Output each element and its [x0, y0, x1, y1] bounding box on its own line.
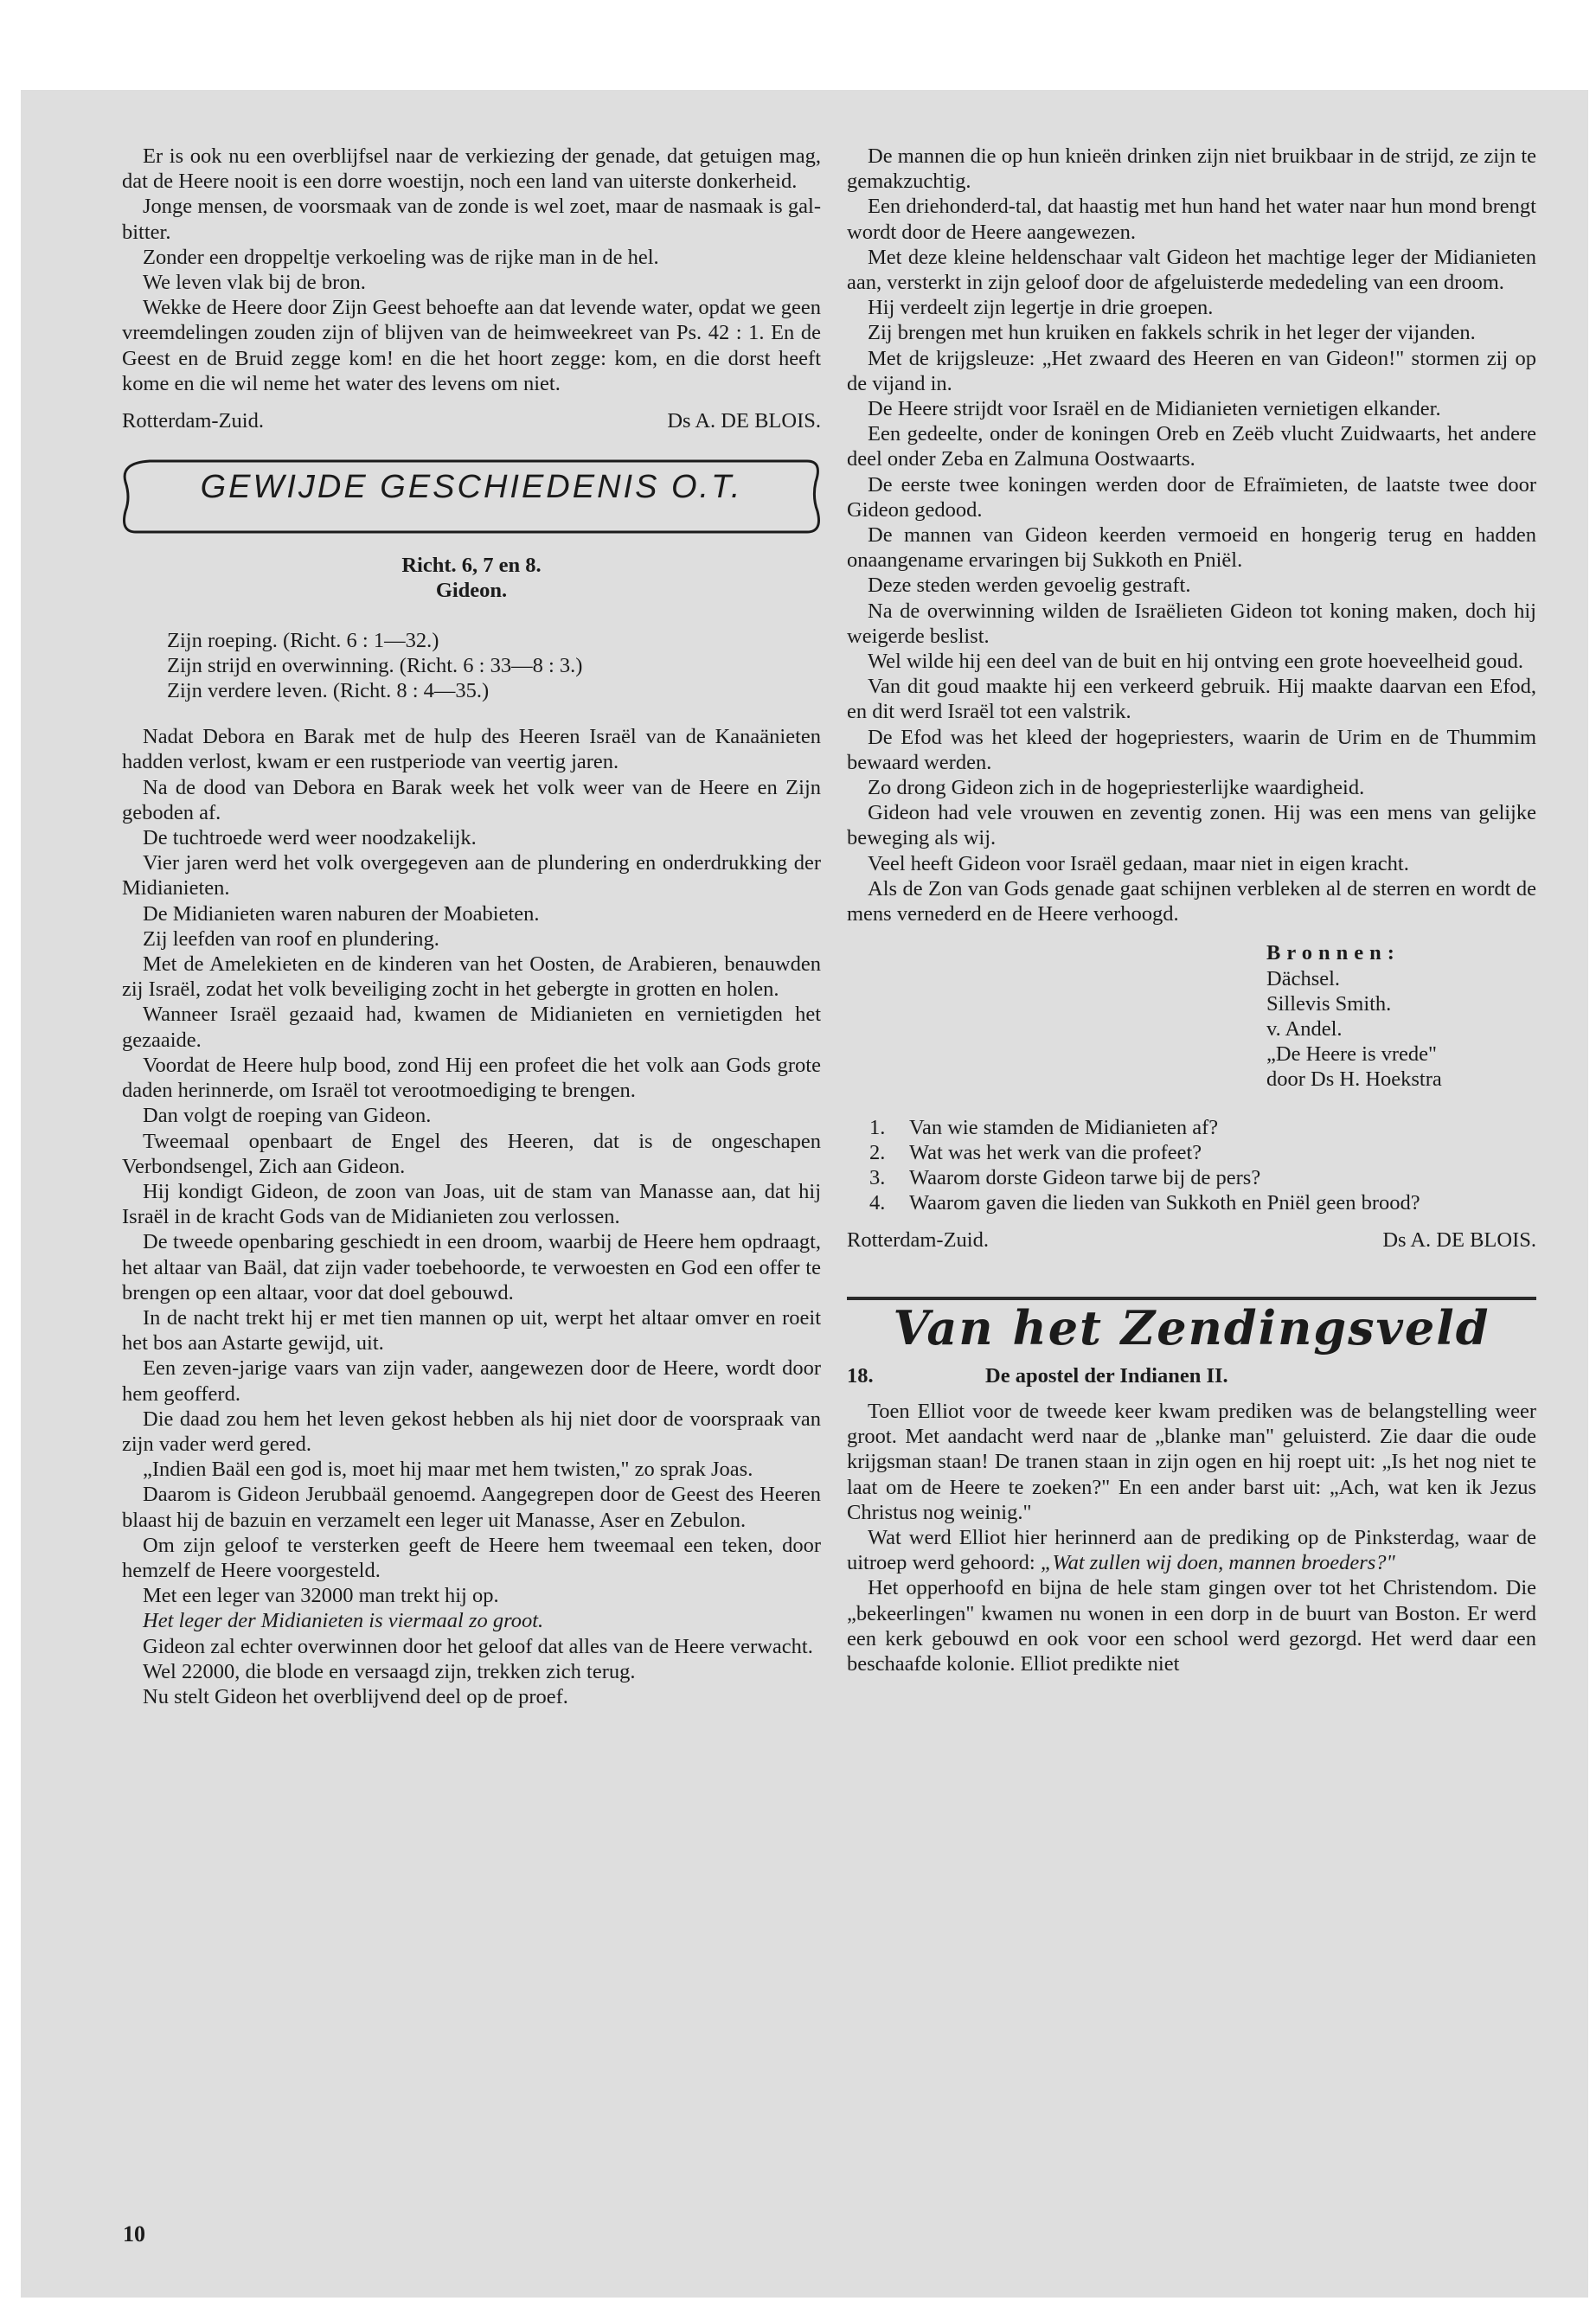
question-number: 2. [869, 1140, 886, 1164]
paragraph: Met de krijgsleuze: „Het zwaard des Heeren en van Gideon!" stormen zij op de vijand in. [847, 346, 1536, 395]
sources-block [1266, 940, 1536, 1092]
paragraph: Jonge mensen, de voorsmaak van de zonde is wel zoet, maar de nasmaak is gal-bitter. [122, 195, 821, 244]
outline-list [122, 628, 821, 704]
paragraph: Hij kondigt Gideon, de zoon van Joas, uit de stam van Manasse aan, dat hij Israël in de kracht Gods van de Midianieten zou verlossen. [122, 1179, 821, 1229]
paragraph: Met deze kleine heldenschaar valt Gideon het machtige leger der Midianieten aan, versterkt in zijn geloof door de afgeluisterde mededeling van een droom. [847, 245, 1536, 295]
right-column [847, 144, 1536, 1676]
question-text: Waarom dorste Gideon tarwe bij de pers? [909, 1165, 1261, 1189]
source-item: door Ds H. Hoekstra [1266, 1067, 1442, 1092]
paragraph: Zij leefden van roof en plundering. [143, 926, 439, 951]
paragraph: Hij verdeelt zijn legertje in drie groepen. [868, 296, 1214, 320]
sources-title: Bronnen: [1266, 941, 1401, 965]
paragraph: „Indien Baäl een god is, moet hij maar met hem twisten," zo sprak Joas. [143, 1458, 753, 1482]
outline-item: Zijn verdere leven. (Richt. 8 : 4—35.) [167, 679, 490, 703]
section-banner [122, 456, 821, 537]
question-text: Van wie stamden de Midianieten af? [909, 1115, 1219, 1139]
signature-author: Ds A. DE BLOIS. [667, 409, 821, 433]
italic-quote: „Wat zullen wij doen, mannen broeders?" [1040, 1551, 1395, 1575]
paragraph: Van dit goud maakte hij een verkeerd gebruik. Hij maakte daarvan een Efod, en dit werd Israël tot een valstrik. [847, 675, 1536, 724]
paragraph: Een driehonderd-tal, dat haastig met hun hand het water naar hun mond brengt wordt door de Heere aangewezen. [847, 195, 1536, 244]
questions-list [847, 1115, 1536, 1216]
paragraph: De Midianieten waren naburen der Moabieten. [143, 901, 540, 926]
article-title: De apostel der Indianen II. [985, 1363, 1228, 1388]
paragraph: Dan volgt de roeping van Gideon. [143, 1104, 432, 1128]
paragraph: Veel heeft Gideon voor Israël gedaan, maar niet in eigen kracht. [868, 851, 1409, 875]
intro-section [122, 144, 821, 396]
paragraph: Zo drong Gideon zich in de hogepriesterlijke waardigheid. [868, 776, 1365, 800]
outline-item: Zijn roeping. (Richt. 6 : 1—32.) [167, 628, 439, 652]
question-text: Waarom gaven die lieden van Sukkoth en Pniël geen brood? [909, 1191, 1420, 1215]
source-item: „De Heere is vrede" [1266, 1042, 1438, 1067]
paragraph: Toen Elliot voor de tweede keer kwam prediken was de belangstelling weer groot. Met aandacht werd naar de „blanke man" geluisterd. Zie daar die oude krijgsman staan! De tranen staan in zijn ogen en hij roept uit: „Is het nog niet te laat om de Heere te zoeken?" En een ander barst uit: „Ach, wat ken ik Jezus Christus nog weinig." [847, 1399, 1536, 1524]
paragraph: Als de Zon van Gods genade gaat schijnen verbleken al de sterren en wordt de mens vernederd en de Heere verhoogd. [847, 876, 1536, 926]
source-item: Sillevis Smith. [1266, 991, 1392, 1016]
paragraph: Gideon zal echter overwinnen door het geloof dat alles van de Heere verwacht. [143, 1634, 813, 1658]
mission-section-title: Van het Zendingsveld [893, 1299, 1490, 1356]
outline-item: Zijn strijd en overwinning. (Richt. 6 : 33—8 : 3.) [167, 653, 583, 677]
question-item [847, 1140, 1536, 1165]
paragraph: We leven vlak bij de bron. [143, 271, 366, 295]
signature [122, 408, 821, 433]
paragraph: Deze steden werden gevoelig gestraft. [868, 574, 1191, 598]
signature-place: Rotterdam-Zuid. [847, 1228, 989, 1253]
paragraph: Voordat de Heere hulp bood, zond Hij een profeet die het volk aan Gods grote daden herinnerde, om Israël tot verootmoediging te brengen. [122, 1053, 821, 1103]
question-number: 3. [869, 1165, 886, 1189]
question-item [847, 1115, 1536, 1140]
paragraph: Een gedeelte, onder de koningen Oreb en Zeëb vlucht Zuidwaarts, het andere deel onder Zeba en Zalmuna Oostwaarts. [847, 422, 1536, 471]
paragraph: De eerste twee koningen werden door de Efraïmieten, de laatste twee door Gideon gedood. [847, 472, 1536, 522]
paragraph: De mannen die op hun knieën drinken zijn niet bruikbaar in de strijd, ze zijn te gemakzuchtig. [847, 144, 1536, 194]
paragraph: Met een leger van 32000 man trekt hij op. [143, 1584, 499, 1608]
question-item [847, 1190, 1536, 1215]
paragraph: Wekke de Heere door Zijn Geest behoefte aan dat levende water, opdat we geen vreemdelingen zouden zijn of blijven van de heimweekreet van Ps. 42 : 1. En de Geest en de Bruid zegge kom! en die het hoort zegge: kom, en die dorst heeft kome en die wil neme het water des levens om niet. [122, 296, 821, 395]
source-item: v. Andel. [1266, 1016, 1343, 1041]
page-number: 10 [123, 2221, 145, 2247]
magazine-page [21, 90, 1588, 2298]
paragraph: Wanneer Israël gezaaid had, kwamen de Midianieten en vernietigden het gezaaide. [122, 1003, 821, 1052]
question-text: Wat was het werk van die profeet? [909, 1140, 1202, 1164]
paragraph: Een zeven-jarige vaars van zijn vader, aangewezen door de Heere, wordt door hem geofferd. [122, 1356, 821, 1406]
banner-title: GEWIJDE GESCHIEDENIS O.T. [200, 469, 743, 506]
gideon-body [122, 724, 821, 1709]
paragraph: In de nacht trekt hij er met tien mannen op uit, werpt het altaar omver en roeit het bos aan Astarte gewijd, uit. [122, 1305, 821, 1356]
paragraph: Het opperhoofd en bijna de hele stam gingen over tot het Christendom. Die „bekeerlingen" kwamen nu wonen in een dorp in de buurt van Boston. Er werd een kerk gebouwd en ook voor een school werd gezorgd. Het werd daar een beschaafde kolonie. Elliot predikte niet [847, 1576, 1536, 1676]
paragraph: De tweede openbaring geschiedt in een droom, waarbij de Heere hem opdraagt, het altaar van Baäl, dat zijn vader toebehoorde, te verwoesten en God een offer te brengen op een altaar, voor dat doel gebouwd. [122, 1230, 821, 1304]
paragraph: Vier jaren werd het volk overgegeven aan de plundering en onderdrukking der Midianieten. [122, 851, 821, 901]
question-number: 4. [869, 1191, 886, 1215]
paragraph: De Heere strijdt voor Israël en de Midianieten vernietigen elkander. [868, 397, 1441, 421]
paragraph: Om zijn geloof te versterken geeft de Heere hem tweemaal een teken, door hemzelf de Heere voorgesteld. [122, 1533, 821, 1582]
paragraph: De Efod was het kleed der hogepriesters, waarin de Urim en de Thummim bewaard werden. [847, 725, 1536, 774]
signature-author: Ds A. DE BLOIS. [1382, 1228, 1536, 1253]
article-heading [847, 1363, 1536, 1388]
paragraph: Wel wilde hij een deel van de buit en hij ontving een grote hoeveelheid goud. [868, 650, 1523, 674]
left-column [122, 144, 821, 1709]
question-item [847, 1165, 1536, 1190]
paragraph-text: Wat werd Elliot hier herinnerd aan de prediking op de Pinksterdag, waar de uitroep werd gehoord: [847, 1525, 1536, 1575]
paragraph: Die daad zou hem het leven gekost hebben als hij niet door de voorspraak van zijn vader werd gered. [122, 1407, 821, 1456]
paragraph: De tuchtroede werd weer noodzakelijk. [143, 826, 477, 850]
gideon-continued [847, 144, 1536, 926]
section-subheading: Gideon. [435, 579, 508, 603]
paragraph: Gideon had vele vrouwen en zeventig zonen. Hij was een mens van gelijke beweging als wij. [847, 801, 1536, 850]
paragraph: Zij brengen met hun kruiken en fakkels schrik in het leger der vijanden. [868, 321, 1476, 345]
source-item: Dächsel. [1266, 966, 1341, 990]
section-heading: Richt. 6, 7 en 8. [401, 554, 542, 578]
paragraph: De mannen van Gideon keerden vermoeid en hongerig terug en hadden onaangename ervaringen bij Sukkoth en Pniël. [847, 523, 1536, 573]
paragraph: Tweemaal openbaart de Engel des Heeren, dat is de ongeschapen Verbondsengel, Zich aan Gideon. [122, 1129, 821, 1178]
paragraph: Met de Amelekieten en de kinderen van het Oosten, de Arabieren, benauwden zij Israël, zodat het volk beveiliging zocht in het gebergte in grotten en holen. [122, 952, 821, 1002]
paragraph: Zonder een droppeltje verkoeling was de rijke man in de hel. [143, 245, 659, 269]
paragraph: Wel 22000, die blode en versaagd zijn, trekken zich terug. [143, 1659, 636, 1683]
paragraph: Na de overwinning wilden de Israëlieten Gideon tot koning maken, doch hij weigerde beslist. [847, 599, 1536, 648]
paragraph [847, 1525, 1536, 1575]
question-number: 1. [869, 1115, 886, 1139]
signature-place: Rotterdam-Zuid. [122, 409, 264, 433]
paragraph: Nu stelt Gideon het overblijvend deel op de proef. [143, 1684, 568, 1708]
section-divider [847, 1297, 1536, 1300]
paragraph: Er is ook nu een overblijfsel naar de verkiezing der genade, dat getuigen mag, dat de Heere nooit is een dorre woestijn, noch een land van uiterste donkerheid. [122, 144, 821, 194]
paragraph: Nadat Debora en Barak met de hulp des Heeren Israël van de Kanaänieten hadden verlost, kwam er een rustperiode van veertig jaren. [122, 725, 821, 774]
signature [847, 1227, 1536, 1253]
paragraph: Na de dood van Debora en Barak week het volk weer van de Heere en Zijn geboden af. [122, 775, 821, 824]
paragraph: Daarom is Gideon Jerubbaäl genoemd. Aangegrepen door de Geest des Heeren blaast hij de bazuin en verzamelt een leger uit Manasse, Aser en Zebulon. [122, 1483, 821, 1532]
article-number: 18. [847, 1363, 874, 1388]
italic-paragraph: Het leger der Midianieten is viermaal zo groot. [143, 1609, 544, 1633]
